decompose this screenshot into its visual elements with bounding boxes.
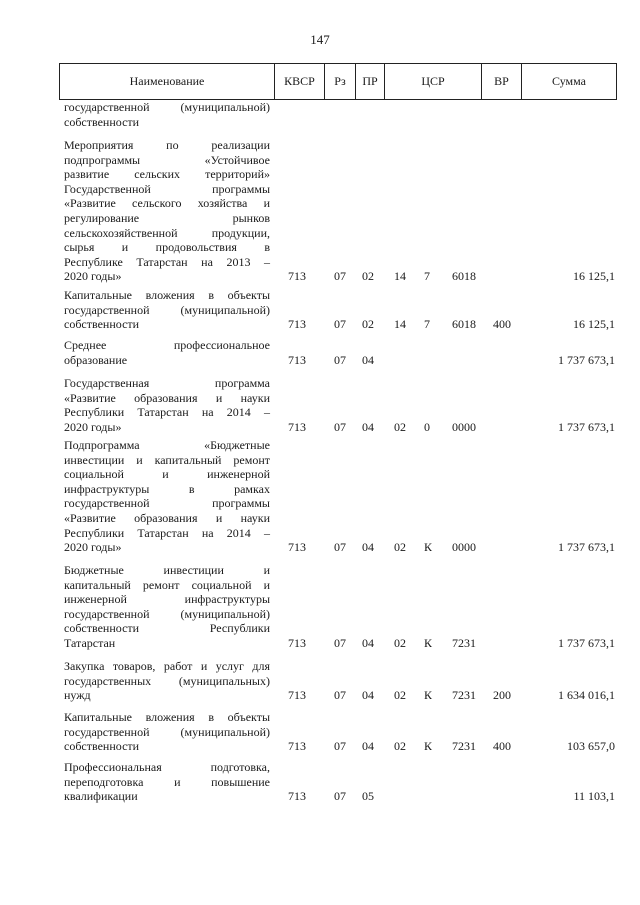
cell-sum: 103 657,0	[567, 739, 615, 754]
table-header	[59, 63, 617, 100]
cell-pr: 04	[362, 636, 374, 650]
cell-rz: 07	[334, 540, 346, 555]
row-name-line: Подпрограмма «Бюджетные	[64, 438, 270, 452]
row-name-line: государственной программы	[64, 496, 270, 511]
row-name-line: Закупка товаров, работ и услуг для	[64, 659, 270, 673]
cell-sum: 11 103,1	[573, 789, 615, 804]
row-name	[64, 760, 270, 804]
cell-kvsr: 713	[288, 636, 306, 650]
cell-csr-direction: 7231	[452, 688, 476, 703]
cell-csr-program: 02	[394, 739, 406, 754]
row-name-line: образование	[64, 352, 128, 367]
row-name-line: развитие сельских территорий»	[64, 167, 270, 182]
row-name	[64, 376, 270, 434]
cell-pr: 04	[362, 540, 374, 555]
row-name-line: переподготовка и повышение	[64, 774, 270, 789]
cell-csr-direction: 7231	[452, 739, 476, 754]
cell-pr: 04	[362, 739, 374, 754]
cell-rz: 07	[334, 739, 346, 754]
cell-pr: 05	[362, 789, 374, 804]
cell-csr-subprogram: 7	[424, 317, 430, 332]
cell-kvsr: 713	[288, 540, 306, 555]
header-sum: Сумма	[552, 74, 586, 88]
cell-csr-program: 02	[394, 636, 406, 650]
cell-kvsr: 713	[288, 789, 306, 804]
cell-rz: 07	[334, 636, 346, 650]
cell-vr: 400	[493, 739, 511, 754]
row-name-line: Капитальные вложения в объекты	[64, 710, 270, 724]
row-name-line: государственных (муниципальных)	[64, 673, 270, 688]
row-name	[64, 100, 270, 129]
cell-csr-program: 02	[394, 688, 406, 703]
row-name-line: 2020 годы»	[64, 540, 122, 555]
row-name-line: Бюджетные инвестиции и	[64, 563, 270, 577]
header-rz: Рз	[325, 64, 356, 99]
row-name-line: «Развитие образования и науки	[64, 510, 270, 525]
row-name-line: государственной (муниципальной)	[64, 606, 270, 621]
cell-csr-direction: 0000	[452, 419, 476, 434]
row-name-line: Республики Татарстан на 2014 –	[64, 405, 270, 420]
row-name-line: инженерной инфраструктуры	[64, 592, 270, 607]
cell-csr-subprogram: К	[424, 739, 433, 754]
row-name-line: Государственная программа	[64, 376, 270, 390]
row-name	[64, 710, 270, 754]
header-name: Наименование	[60, 64, 275, 99]
row-name-line: «Развитие сельского хозяйства и	[64, 196, 270, 211]
cell-sum: 1 634 016,1	[558, 688, 615, 703]
row-name-line: Республики Татарстан на 2014 –	[64, 525, 270, 540]
cell-kvsr: 713	[288, 688, 306, 703]
cell-rz: 07	[334, 789, 346, 804]
row-name-line: подпрограммы «Устойчивое	[64, 152, 270, 167]
row-name-line: собственности	[64, 114, 140, 129]
cell-csr-program: 14	[394, 269, 406, 284]
page-number: 147	[310, 32, 330, 47]
cell-csr-subprogram: 0	[424, 419, 430, 434]
cell-csr-direction: 0000	[452, 540, 476, 555]
cell-csr-program: 02	[394, 419, 406, 434]
row-name-line: инфраструктуры в рамках	[64, 481, 270, 496]
row-name-line: государственной (муниципальной)	[64, 724, 270, 739]
row-name-line: 2020 годы»	[64, 269, 122, 284]
row-name-line: квалификации	[64, 789, 138, 804]
cell-csr-subprogram: К	[424, 688, 433, 703]
cell-sum: 16 125,1	[573, 269, 615, 284]
row-name	[64, 288, 270, 332]
cell-pr: 04	[362, 352, 374, 367]
row-name	[64, 138, 270, 284]
row-name-line: Государственной программы	[64, 181, 270, 196]
cell-kvsr: 713	[288, 419, 306, 434]
row-name-line: собственности	[64, 317, 140, 332]
cell-rz: 07	[334, 688, 346, 703]
cell-kvsr: 713	[288, 739, 306, 754]
row-name-line: собственности	[64, 739, 140, 754]
row-name-line: 2020 годы»	[64, 419, 122, 434]
cell-csr-subprogram: 7	[424, 269, 430, 284]
row-name	[64, 563, 270, 651]
row-name-line: государственной (муниципальной)	[64, 302, 270, 317]
header-kvsr: КВСР	[275, 64, 325, 99]
row-name-line: Профессиональная подготовка,	[64, 760, 270, 774]
cell-csr-direction: 6018	[452, 269, 476, 284]
cell-csr-subprogram: К	[424, 636, 433, 650]
cell-csr-subprogram: К	[424, 540, 433, 555]
row-name-line: Республике Татарстан на 2013 –	[64, 254, 270, 269]
row-name-line: Капитальные вложения в объекты	[64, 288, 270, 302]
row-name	[64, 438, 270, 555]
cell-vr: 400	[493, 317, 511, 332]
row-name-line: собственности Республики	[64, 621, 270, 636]
cell-sum: 1 737 673,1	[558, 540, 615, 555]
cell-kvsr: 713	[288, 269, 306, 284]
cell-sum: 1 737 673,1	[558, 352, 615, 367]
row-name-line: государственной (муниципальной)	[64, 100, 270, 114]
header-vr: ВР	[482, 64, 522, 99]
cell-sum: 1 737 673,1	[558, 636, 615, 650]
cell-rz: 07	[334, 317, 346, 332]
header-csr: ЦСР	[385, 64, 482, 99]
cell-csr-program: 14	[394, 317, 406, 332]
row-name-line: социальной и инженерной	[64, 467, 270, 482]
row-name-line: Среднее профессиональное	[64, 338, 270, 352]
row-name-line: Татарстан	[64, 635, 116, 650]
row-name	[64, 338, 270, 367]
cell-vr: 200	[493, 688, 511, 703]
row-name-line: регулирование рынков	[64, 210, 270, 225]
cell-rz: 07	[334, 352, 346, 367]
cell-sum: 16 125,1	[573, 317, 615, 332]
cell-csr-direction: 6018	[452, 317, 476, 332]
row-name-line: Мероприятия по реализации	[64, 138, 270, 152]
row-name	[64, 659, 270, 703]
cell-pr: 04	[362, 688, 374, 703]
row-name-line: капитальный ремонт социальной и	[64, 577, 270, 592]
cell-pr: 04	[362, 419, 374, 434]
header-pr: ПР	[356, 64, 385, 99]
cell-kvsr: 713	[288, 352, 306, 367]
row-name-line: сырья и продовольствия в	[64, 240, 270, 255]
cell-rz: 07	[334, 419, 346, 434]
row-name-line: нужд	[64, 688, 91, 703]
cell-rz: 07	[334, 269, 346, 284]
cell-pr: 02	[362, 269, 374, 284]
row-name-line: сельскохозяйственной продукции,	[64, 225, 270, 240]
cell-kvsr: 713	[288, 317, 306, 332]
cell-sum: 1 737 673,1	[558, 419, 615, 434]
cell-pr: 02	[362, 317, 374, 332]
row-name-line: «Развитие образования и науки	[64, 390, 270, 405]
cell-csr-direction: 7231	[452, 636, 476, 650]
row-name-line: инвестиции и капитальный ремонт	[64, 452, 270, 467]
cell-csr-program: 02	[394, 540, 406, 555]
